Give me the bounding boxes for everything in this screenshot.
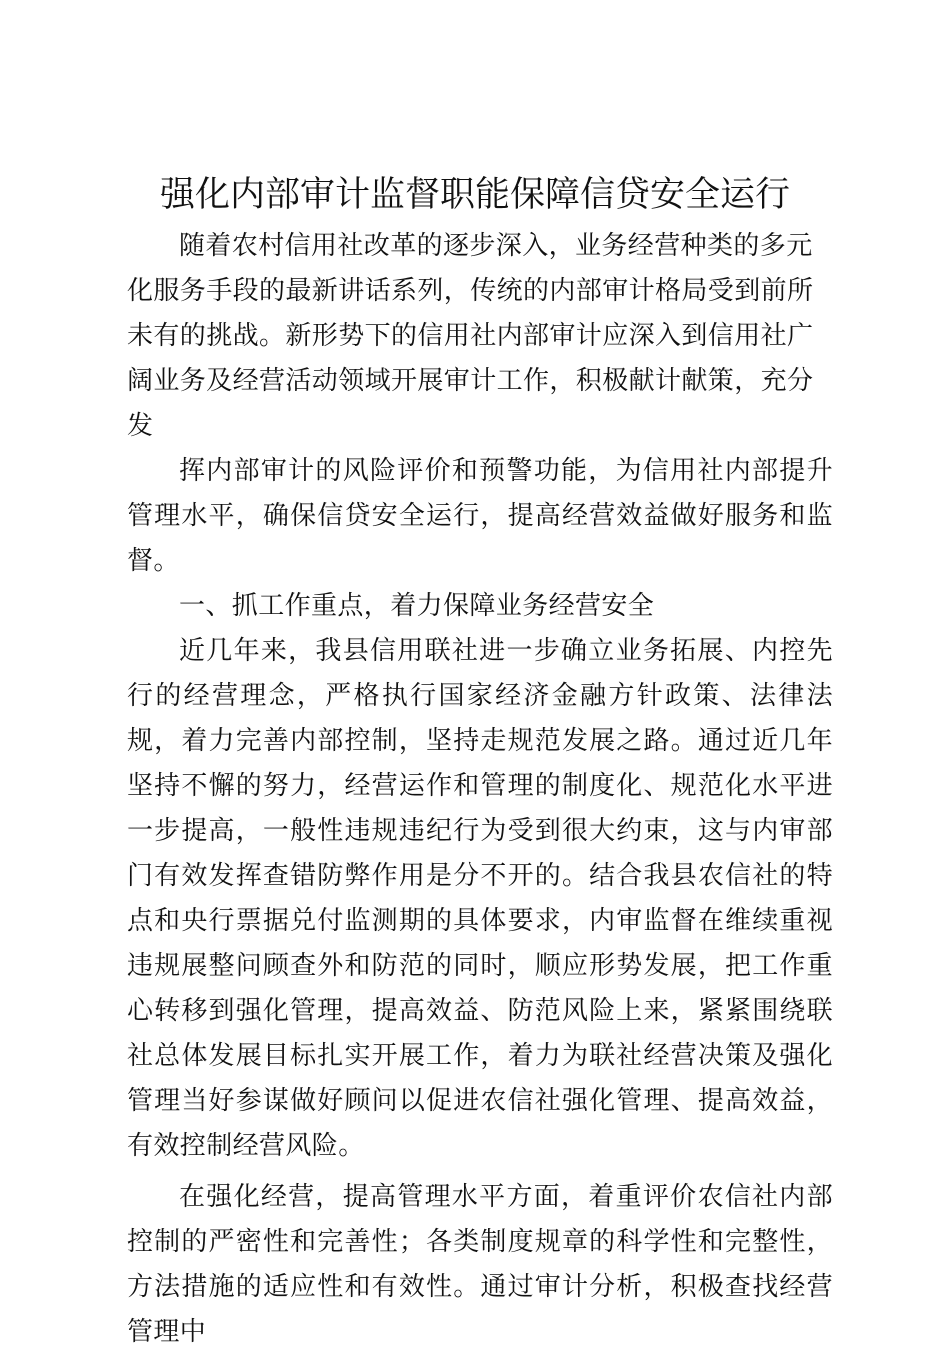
document-body — [127, 224, 833, 1355]
paragraph-intro-continued: 挥内部审计的风险评价和预警功能，为信用社内部提升管理水平，确保信贷安全运行，提高经营效益做好服务和监督。 — [127, 456, 833, 576]
document-title: 强化内部审计监督职能保障信贷安全运行 — [159, 175, 790, 215]
section-heading: 一、抓工作重点，着力保障业务经营安全 — [179, 591, 655, 621]
paragraph-intro: 随着农村信用社改革的逐步深入，业务经营种类的多元化服务手段的最新讲话系列，传统的内部审计格局受到前所未有的挑战。新形势下的信用社内部审计应深入到信用社广阔业务及经营活动领域开展审计工作，积极献计献策，充分发 — [127, 231, 814, 441]
paragraph-management: 在强化经营，提高管理水平方面，着重评价农信社内部控制的严密性和完善性；各类制度规章的科学性和完整性，方法措施的适应性和有效性。通过审计分析，积极查找经营管理中 — [127, 1182, 833, 1347]
paragraph-section-one: 近几年来，我县信用联社进一步确立业务拓展、内控先行的经营理念，严格执行国家经济金融方针政策、法律法规，着力完善内部控制，坚持走规范发展之路。通过近几年坚持不懈的努力，经营运作和管理的制度化、规范化水平进一步提高，一般性违规违纪行为受到很大约束，这与内审部门有效发挥查错防弊作用是分不开的。结合我县农信社的特点和央行票据兑付监测期的具体要求，内审监督在维续重视违规展整问顾查外和防范的同时，顺应形势发展，把工作重心转移到强化管理，提高效益、防范风险上来，紧紧围绕联社总体发展目标扎实开展工作，着力为联社经营决策及强化管理当好参谋做好顾问以促进农信社强化管理、提高效益，有效控制经营风险。 — [127, 636, 833, 1161]
